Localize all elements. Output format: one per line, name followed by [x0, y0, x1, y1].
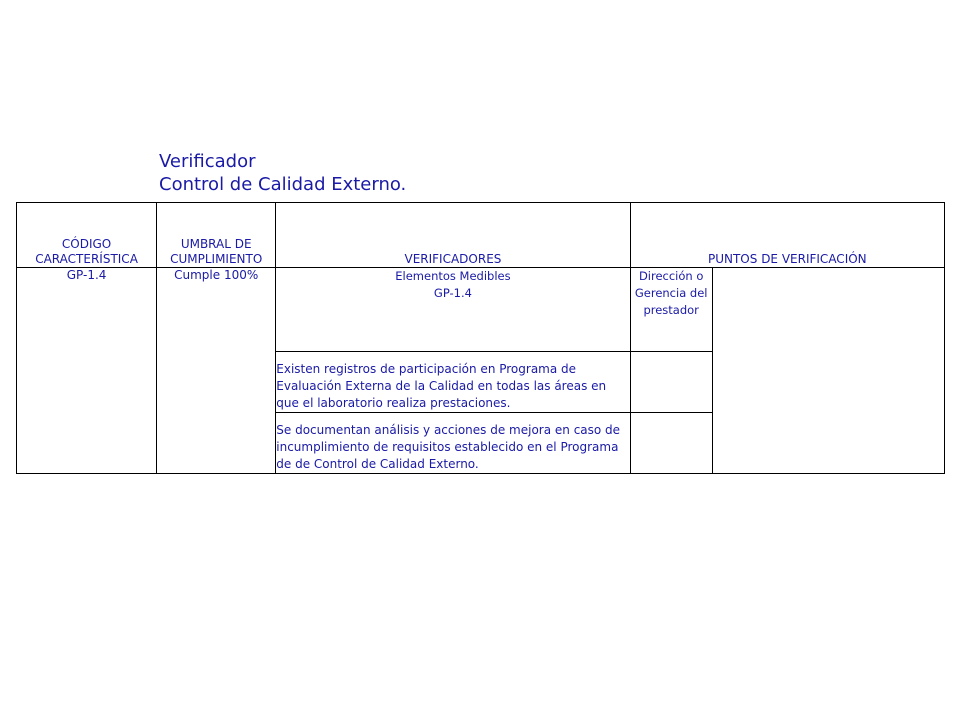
- page-title: [159, 150, 406, 196]
- cell-codigo: GP-1.4: [17, 268, 157, 474]
- cell-responsable: Dirección o Gerencia del prestador: [630, 268, 712, 352]
- cell-umbral: Cumple 100%: [157, 268, 276, 474]
- elementos-title: Elementos Medibles: [395, 269, 511, 283]
- header-verificadores: VERIFICADORES: [276, 203, 630, 268]
- verificador-item-1: Existen registros de participación en Programa de Evaluación Externa de la Calidad en todas las áreas en que el laboratorio realiza prestaciones.: [276, 352, 630, 413]
- header-umbral: UMBRAL DE CUMPLIMIENTO: [157, 203, 276, 268]
- header-codigo: CÓDIGO CARACTERÍSTICA: [17, 203, 157, 268]
- cell-puntos-empty: [712, 268, 944, 474]
- table-row: [17, 268, 945, 352]
- cell-empty: [630, 413, 712, 474]
- cell-empty: [630, 352, 712, 413]
- table-header-row: [17, 203, 945, 268]
- title-line-1: Verificador: [159, 151, 256, 172]
- cell-elementos: [276, 268, 630, 352]
- elementos-code: GP-1.4: [433, 286, 472, 300]
- verification-table: [16, 202, 945, 474]
- title-line-2: Control de Calidad Externo.: [159, 174, 407, 195]
- header-puntos: PUNTOS DE VERIFICACIÓN: [630, 203, 944, 268]
- verificador-item-2: Se documentan análisis y acciones de mejora en caso de incumplimiento de requisitos establecido en el Programa de de Control de Calidad Externo.: [276, 413, 630, 474]
